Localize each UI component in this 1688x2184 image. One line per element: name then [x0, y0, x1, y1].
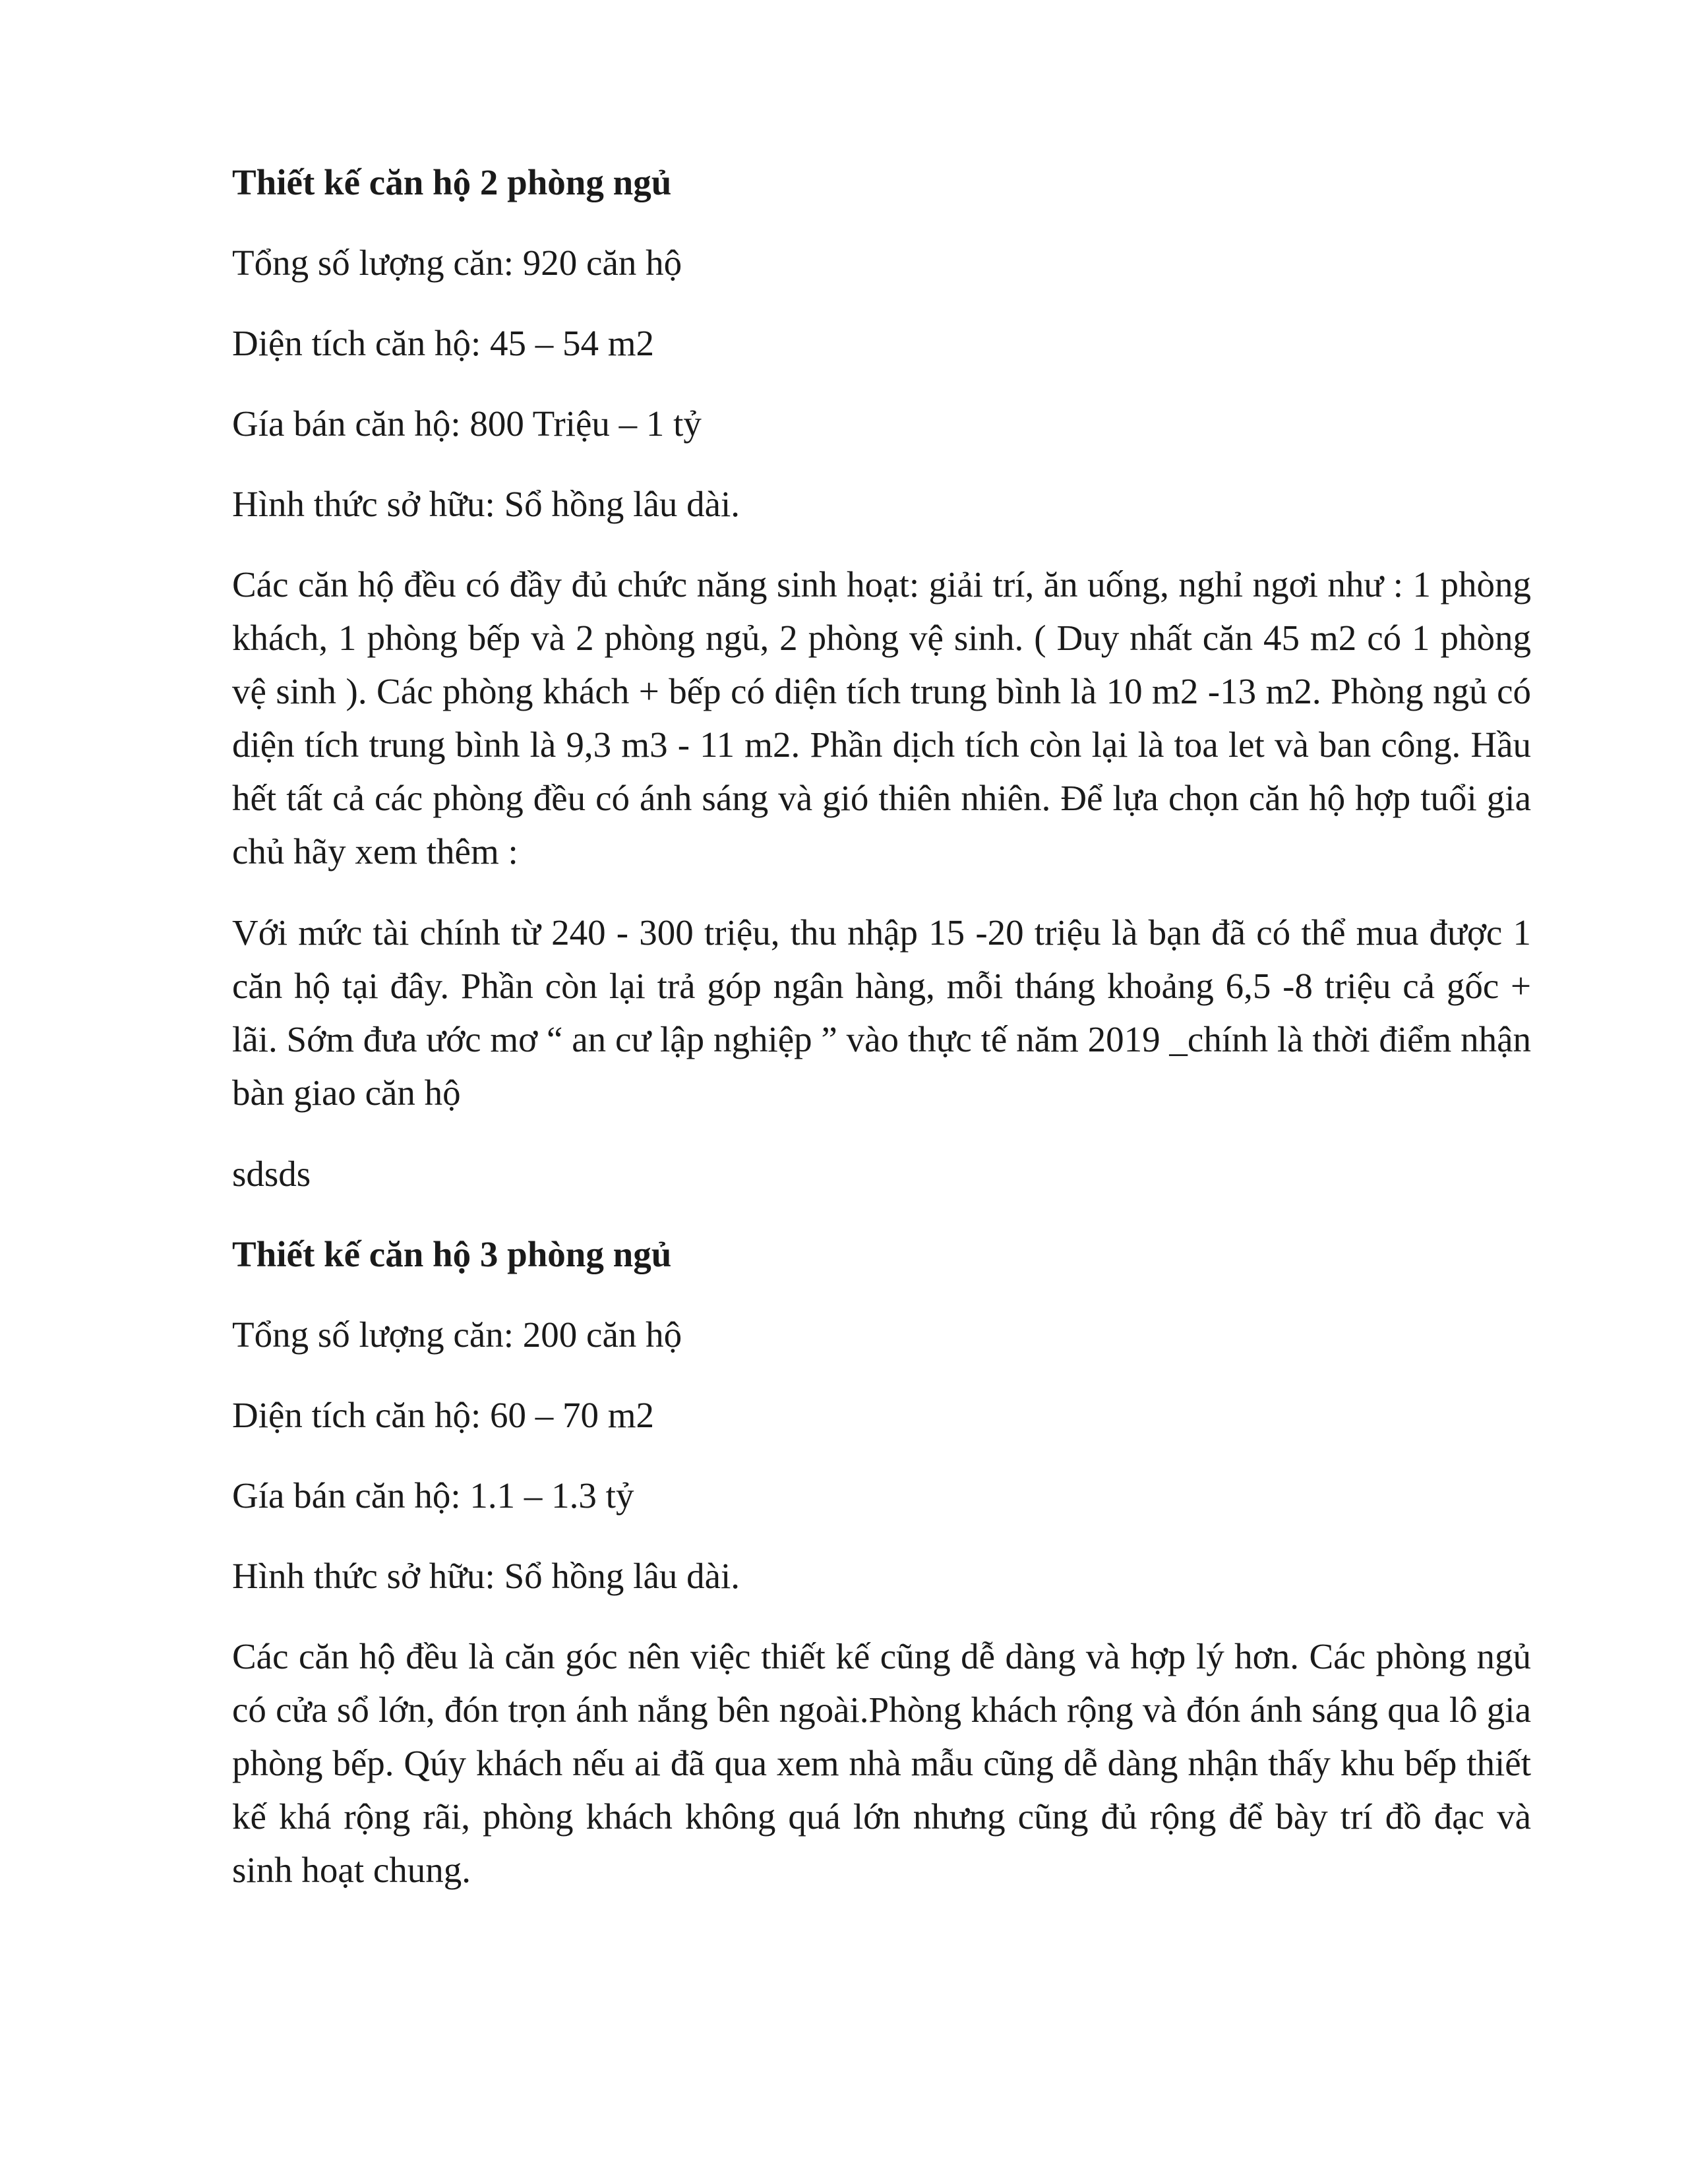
- section-3br-heading: Thiết kế căn hộ 3 phòng ngủ: [232, 1234, 672, 1274]
- section-3br-total-units: Tổng số lượng căn: 200 căn hộ: [232, 1314, 682, 1355]
- section-2br-finance: Với mức tài chính từ 240 - 300 triệu, thu nhập 15 -20 triệu là bạn đã có thể mua được 1 căn hộ tại đây. Phần còn lại trả góp ngân hàng, mỗi tháng khoảng 6,5 -8 triệu cả gốc + lãi. Sớm đưa ước mơ “ an cư lập nghiệp ” vào thực tế năm 2019 _chính là thời điểm nhận bàn giao căn hộ: [232, 912, 1531, 1113]
- section-2br-ownership: Hình thức sở hữu: Sổ hồng lâu dài.: [232, 484, 740, 524]
- section-2br-price: Gía bán căn hộ: 800 Triệu – 1 tỷ: [232, 403, 702, 444]
- document-body: [232, 156, 1531, 1924]
- section-3br-description: Các căn hộ đều là căn góc nên việc thiết kế cũng dễ dàng và hợp lý hơn. Các phòng ngủ có cửa sổ lớn, đón trọn ánh nắng bên ngoài.Phòng khách rộng và đón ánh sáng qua lô gia phòng bếp. Qúy khách nếu ai đã qua xem nhà mẫu cũng dễ dàng nhận thấy khu bếp thiết kế khá rộng rãi, phòng khách không quá lớn nhưng cũng đủ rộng để bày trí đồ đạc và sinh hoạt chung.: [232, 1636, 1531, 1890]
- section-3br-price: Gía bán căn hộ: 1.1 – 1.3 tỷ: [232, 1475, 634, 1516]
- section-2br-total-units: Tổng số lượng căn: 920 căn hộ: [232, 243, 682, 283]
- section-2br-area: Diện tích căn hộ: 45 – 54 m2: [232, 323, 655, 363]
- section-2br-heading: Thiết kế căn hộ 2 phòng ngủ: [232, 162, 672, 202]
- section-2br-extra-text: sdsds: [232, 1154, 311, 1194]
- section-3br-area: Diện tích căn hộ: 60 – 70 m2: [232, 1395, 655, 1435]
- section-2br-description: Các căn hộ đều có đầy đủ chức năng sinh hoạt: giải trí, ăn uống, nghỉ ngơi như : 1 phòng khách, 1 phòng bếp và 2 phòng ngủ, 2 phòng vệ sinh. ( Duy nhất căn 45 m2 có 1 phòng vệ sinh ). Các phòng khách + bếp có diện tích trung bình là 10 m2 -13 m2. Phòng ngủ có diện tích trung bình là 9,3 m3 - 11 m2. Phần dịch tích còn lại là toa let và ban công. Hầu hết tất cả các phòng đều có ánh sáng và gió thiên nhiên. Để lựa chọn căn hộ hợp tuổi gia chủ hãy xem thêm :: [232, 564, 1531, 871]
- section-3br-ownership: Hình thức sở hữu: Sổ hồng lâu dài.: [232, 1556, 740, 1596]
